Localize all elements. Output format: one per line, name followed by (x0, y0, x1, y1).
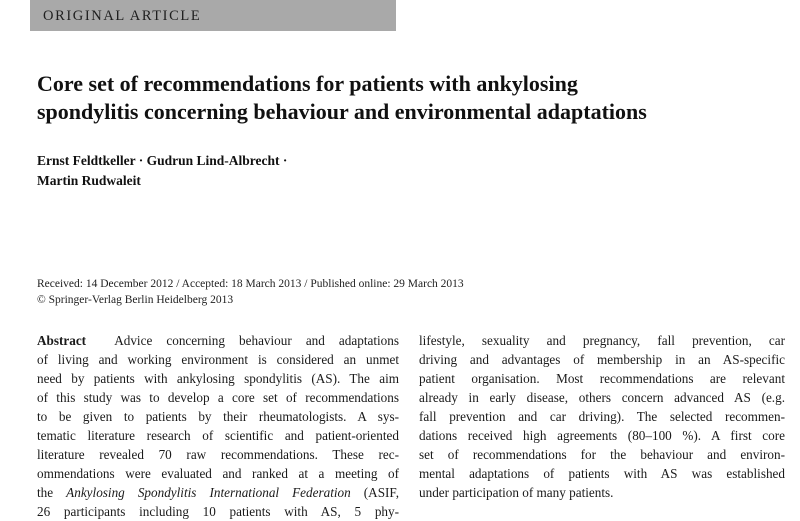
authors-line: Martin Rudwaleit (37, 173, 141, 188)
copyright-line: © Springer-Verlag Berlin Heidelberg 2013 (37, 294, 234, 306)
article-type-label: ORIGINAL ARTICLE (43, 8, 202, 24)
abstract-line: literature revealed 70 raw recommendations. These rec- (37, 447, 399, 462)
abstract-line (37, 483, 399, 502)
abstract-line: mental adaptations of patients with AS was established (419, 466, 785, 481)
abstract-line: to be given to patients by their rheumatologists. A sys- (37, 409, 399, 424)
abstract-line: of this study was to develop a core set of recommendations (37, 390, 399, 405)
abstract-line: tematic literature research of scientific and patient-oriented (37, 428, 399, 443)
abstract-line: set of recommendations for the behaviour and environ- (419, 447, 785, 462)
abstract-line: of living and working environment is considered an unmet (37, 352, 399, 367)
abstract-text: Advice concerning behaviour and adaptations (114, 333, 399, 348)
abstract-line: under participation of many patients. (419, 485, 614, 500)
title-line: spondylitis concerning behaviour and environmental adaptations (37, 99, 647, 124)
publication-dates (37, 276, 777, 308)
abstract-line: fall prevention and car driving). The selected recommen- (419, 409, 785, 424)
abstract-heading: Abstract (37, 333, 87, 348)
title-line: Core set of recommendations for patients with ankylosing (37, 71, 578, 96)
article-title (37, 70, 777, 126)
abstract-line: driving and advantages of membership in an AS-specific (419, 352, 785, 367)
abstract-line: ommendations were evaluated and ranked at a meeting of (37, 466, 399, 481)
abstract-line: patient organisation. Most recommendations are relevant (419, 371, 785, 386)
organisation-name: Ankylosing Spondylitis International Federation (66, 485, 351, 500)
abstract-text: (ASIF, (350, 485, 399, 500)
article-type-banner (30, 0, 396, 31)
abstract-line (37, 331, 399, 350)
abstract-text: the (37, 485, 67, 500)
abstract-line: lifestyle, sexuality and pregnancy, fall prevention, car (419, 333, 785, 348)
abstract-left-column (37, 331, 399, 521)
dates-line: Received: 14 December 2012 / Accepted: 18 March 2013 / Published online: 29 March 2013 (37, 278, 464, 290)
abstract-line: dations received high agreements (80–100 %). A first core (419, 428, 785, 443)
authors-line: Ernst Feldtkeller · Gudrun Lind-Albrecht · (37, 153, 288, 168)
abstract-line: already in early disease, others concern advanced AS (e.g. (419, 390, 785, 405)
author-list (37, 151, 537, 191)
abstract-line: need by patients with ankylosing spondylitis (AS). The aim (37, 371, 399, 386)
abstract-right-column (419, 331, 785, 502)
abstract-line: 26 participants including 10 patients with AS, 5 phy- (37, 504, 399, 519)
